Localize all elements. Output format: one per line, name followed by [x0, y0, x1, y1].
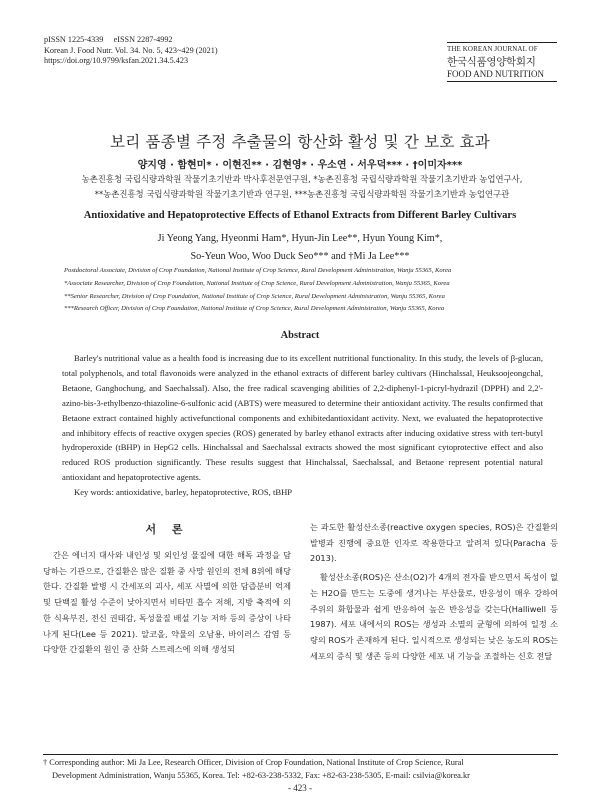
keywords-line: Key words: antioxidative, barley, hepatoprotective, ROS, tBHP	[74, 487, 293, 497]
english-affiliation-1: Postdoctoral Associate, Division of Crop Foundation, National Institute of Crop Science, Rural Development Administration, Wanju 55365, Korea	[64, 267, 452, 274]
korean-affiliation-2: **농촌진흥청 국립식량과학원 작물기초기반과 연구원, ***농촌진흥청 국립식량과학원 작물기초기반과 농업연구관	[94, 189, 510, 199]
english-affiliations	[64, 265, 584, 316]
korean-affiliations	[24, 172, 580, 202]
abstract-body	[62, 351, 543, 485]
footnote-line2: Development Administration, Wanju 55365, Korea. Tel: +82-63-238-5332, Fax: +82-63-238-5305, E-mail: csilvia@korea.kr	[52, 770, 470, 780]
intro-paragraph-1: 간은 에너지 대사와 내인성 및 외인성 물질에 대한 해독 과정을 담당하는 기관으로, 간질환은 많은 질환 중 사망 원인의 전체 8위에 해당한다. 간질환 발병 시 간세포의 괴사, 세포 사멸에 의한 담즙분비 억제 및 단백질 활성 수준이 낮아지면서 비타민 흡수 저해, 지방 축적에 의한 식욕부진, 전신 권태감, 독성물질 배설 기능 저하 등의 증상이 나타나게 된다(Lee 등 2021). 알코올, 약물의 오남용, 바이러스 감염 등 다양한 간질환의 원인 중 산화 스트레스에 의해 생성되	[43, 550, 291, 655]
english-authors	[0, 230, 600, 265]
journal-name-line3: FOOD AND NUTRITION	[447, 69, 544, 79]
journal-rule-bottom	[447, 81, 557, 82]
journal-logo	[447, 42, 557, 82]
body-column-right	[310, 520, 558, 758]
abstract-paragraph: Barley's nutritional value as a health food is increasing due to its excellent nutritional functionality. In this study, the levels of β-glucan, total polyphenols, and total flavonoids were analyzed in the ethanol extracts of different barley cultivars (Hinchalssal, Heuksoojeongchal, Betaone, Ganghochung, and Saechalssal). Also, the free radical scavenging abilities of 2,2-diphenyl-1-picryl-hydrazil (DPPH) and 2,2'-azino-bis-3-ethylbenzo-thiazoline-6-sulfonic acid (ABTS) were measured to determine their antioxidant activity. The results confirmed that Betaone extract contained highly activefunctional components and exhibitedantioxidant activity. Next, we evaluated the hepatoprotective and inhibitory effects of reactive oxygen species (ROS) generated by barley ethanol extracts after inducing oxidative stress with tert-butyl hydroperoxide (tBHP) in HepG2 cells. Hinchalssal and Saechalssal extracts showed the most significant cytoprotective effect and also reduced ROS production significantly. These results suggest that Hinchalssal, Saechalssal, and Betaone represent potential natural antioxidant and hepatoprotective agents.	[62, 353, 543, 483]
english-affiliation-3: **Senior Researcher, Division of Crop Foundation, National Institute of Crop Science, Rural Development Administration, Wanju 55365, Korea	[64, 292, 445, 300]
journal-name-line1: THE KOREAN JOURNAL OF	[447, 45, 538, 53]
english-authors-line2: So-Yeun Woo, Woo Duck Seo*** and †Mi Ja Lee***	[190, 250, 410, 262]
body-column-left	[43, 548, 291, 758]
english-authors-line1: Ji Yeong Yang, Hyeonmi Ham*, Hyun-Jin Lee**, Hyun Young Kim*,	[157, 233, 443, 244]
english-affiliation-4: ***Research Officer, Division of Crop Foundation, National Institute of Crop Science, Rural Development Administration, Wanju 55365, Korea	[64, 305, 445, 313]
journal-citation-block	[44, 35, 218, 67]
introduction-heading: 서 론	[145, 523, 189, 536]
journal-rule-top	[447, 42, 557, 43]
footnote-line1: † Corresponding author: Mi Ja Lee, Research Officer, Division of Crop Foundation, National Institute of Crop Science, Rural	[43, 758, 464, 767]
korean-title: 보리 품종별 주정 추출물의 항산화 활성 및 간 보호 효과	[110, 133, 490, 151]
english-affiliation-2: *Associate Researcher, Division of Crop Foundation, National Institute of Crop Science, Rural Development Administration, Wanju 55365, Korea	[64, 279, 450, 287]
issn-line: pISSN 1225-4339 eISSN 2287-4992	[44, 35, 173, 44]
korean-affiliation-1: 농촌진흥청 국립식량과학원 작물기초기반과 박사후전문연구원, *농촌진흥청 국립식량과학원 작물기초기반과 농업연구사,	[81, 174, 523, 184]
corresponding-author-footnote	[43, 757, 563, 782]
doi-link[interactable]: https://doi.org/10.9799/ksfan.2021.34.5.423	[44, 56, 189, 66]
korean-authors: 양지영 · 함현미* · 이현진** · 김현영* · 우소연 · 서우덕*** · †이미자***	[137, 160, 463, 171]
intro-paragraph-1-cont: 는 과도한 활성산소종(reactive oxygen species, ROS)은 간질환의 발병과 진행에 중요한 인자로 작용한다고 알려져 있다(Paracha 등 2013).	[310, 522, 558, 564]
footnote-divider	[43, 754, 558, 755]
abstract-heading: Abstract	[280, 330, 320, 341]
intro-paragraph-2: 활성산소종(ROS)은 산소(O2)가 4개의 전자를 받으면서 독성이 없는 H2O를 만드는 도중에 생겨나는 부산물로, 반응성이 매우 강하여 주위의 화합물과 쉽게 반응하여 높은 반응성을 갖는다(Halliwell 등 1987). 세포 내에서의 ROS는 생성과 소멸의 균형에 의하여 일정 소량의 ROS가 존재하게 된다. 일시적으로 생성되는 낮은 농도의 ROS는 세포의 증식 및 생존 등의 다양한 세포 내 기능을 조절하는 신호 전달	[310, 572, 558, 661]
citation-line: Korean J. Food Nutr. Vol. 34. No. 5, 423~429 (2021)	[44, 45, 218, 55]
page-number: - 423 -	[288, 783, 312, 793]
english-title: Antioxidative and Hepatoprotective Effects of Ethanol Extracts from Different Barley Cultivars	[83, 210, 517, 221]
journal-name-korean: 한국식품영양학회지	[447, 56, 536, 68]
